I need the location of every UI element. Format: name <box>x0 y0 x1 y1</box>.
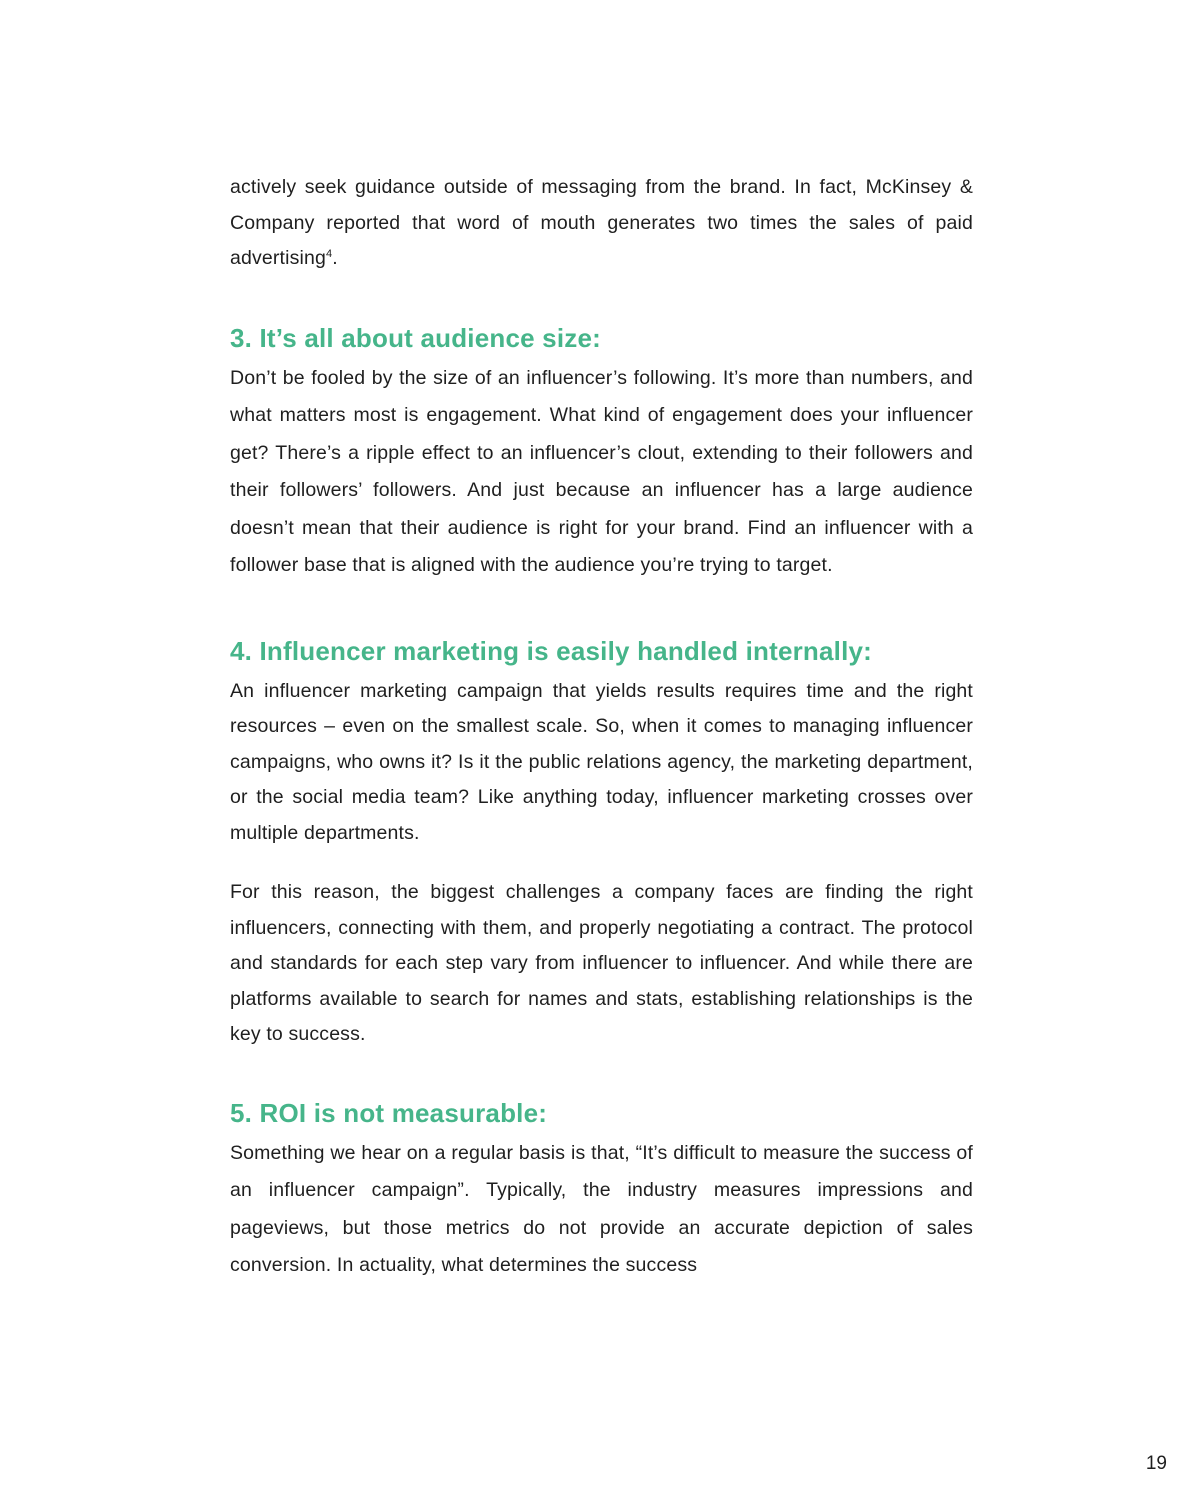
page-number: 19 <box>1145 1453 1167 1474</box>
footnote-marker: 4 <box>325 248 333 260</box>
page-content <box>230 170 973 1285</box>
intro-text: actively seek guidance outside of messaging from the brand. In fact, McKinsey & Company reported that word of mouth generates two times the sales of paid advertising <box>230 176 973 269</box>
section-paragraph-handled-internally-1: An influencer marketing campaign that yields results requires time and the right resources – even on the smallest scale. So, when it comes to managing influencer campaigns, who owns it? Is it the public relations agency, the marketing department, or the social media team? Like anything today, influencer marketing crosses over multiple departments. <box>230 679 973 844</box>
intro-paragraph <box>230 170 973 277</box>
section-heading-roi: 5. ROI is not measurable: <box>230 1097 548 1128</box>
section-paragraph-audience-size: Don’t be fooled by the size of an influencer’s following. It’s more than numbers, and what matters most is engagement. What kind of engagement does your influencer get? There’s a ripple effect to an influencer’s clout, extending to their followers and their followers’ followers. And just because an influencer has a large audience doesn’t mean that their audience is right for your brand. Find an influencer with a follower base that is aligned with the audience you’re trying to target. <box>230 366 973 576</box>
intro-end: . <box>332 247 338 269</box>
section-paragraph-handled-internally-2: For this reason, the biggest challenges a company faces are finding the right influencers, connecting with them, and properly negotiating a contract. The protocol and standards for each step vary from influencer to influencer. And while there are platforms available to search for names and stats, establishing relationships is the key to success. <box>230 881 973 1045</box>
section-heading-handled-internally: 4. Influencer marketing is easily handled internally: <box>230 635 873 666</box>
section-heading-audience-size: 3. It’s all about audience size: <box>230 322 601 353</box>
section-paragraph-roi: Something we hear on a regular basis is that, “It’s difficult to measure the success of an influencer campaign”. Typically, the industry measures impressions and pageviews, but those metrics do not provide an accurate depiction of sales conversion. In actuality, what determines the success <box>230 1141 973 1276</box>
